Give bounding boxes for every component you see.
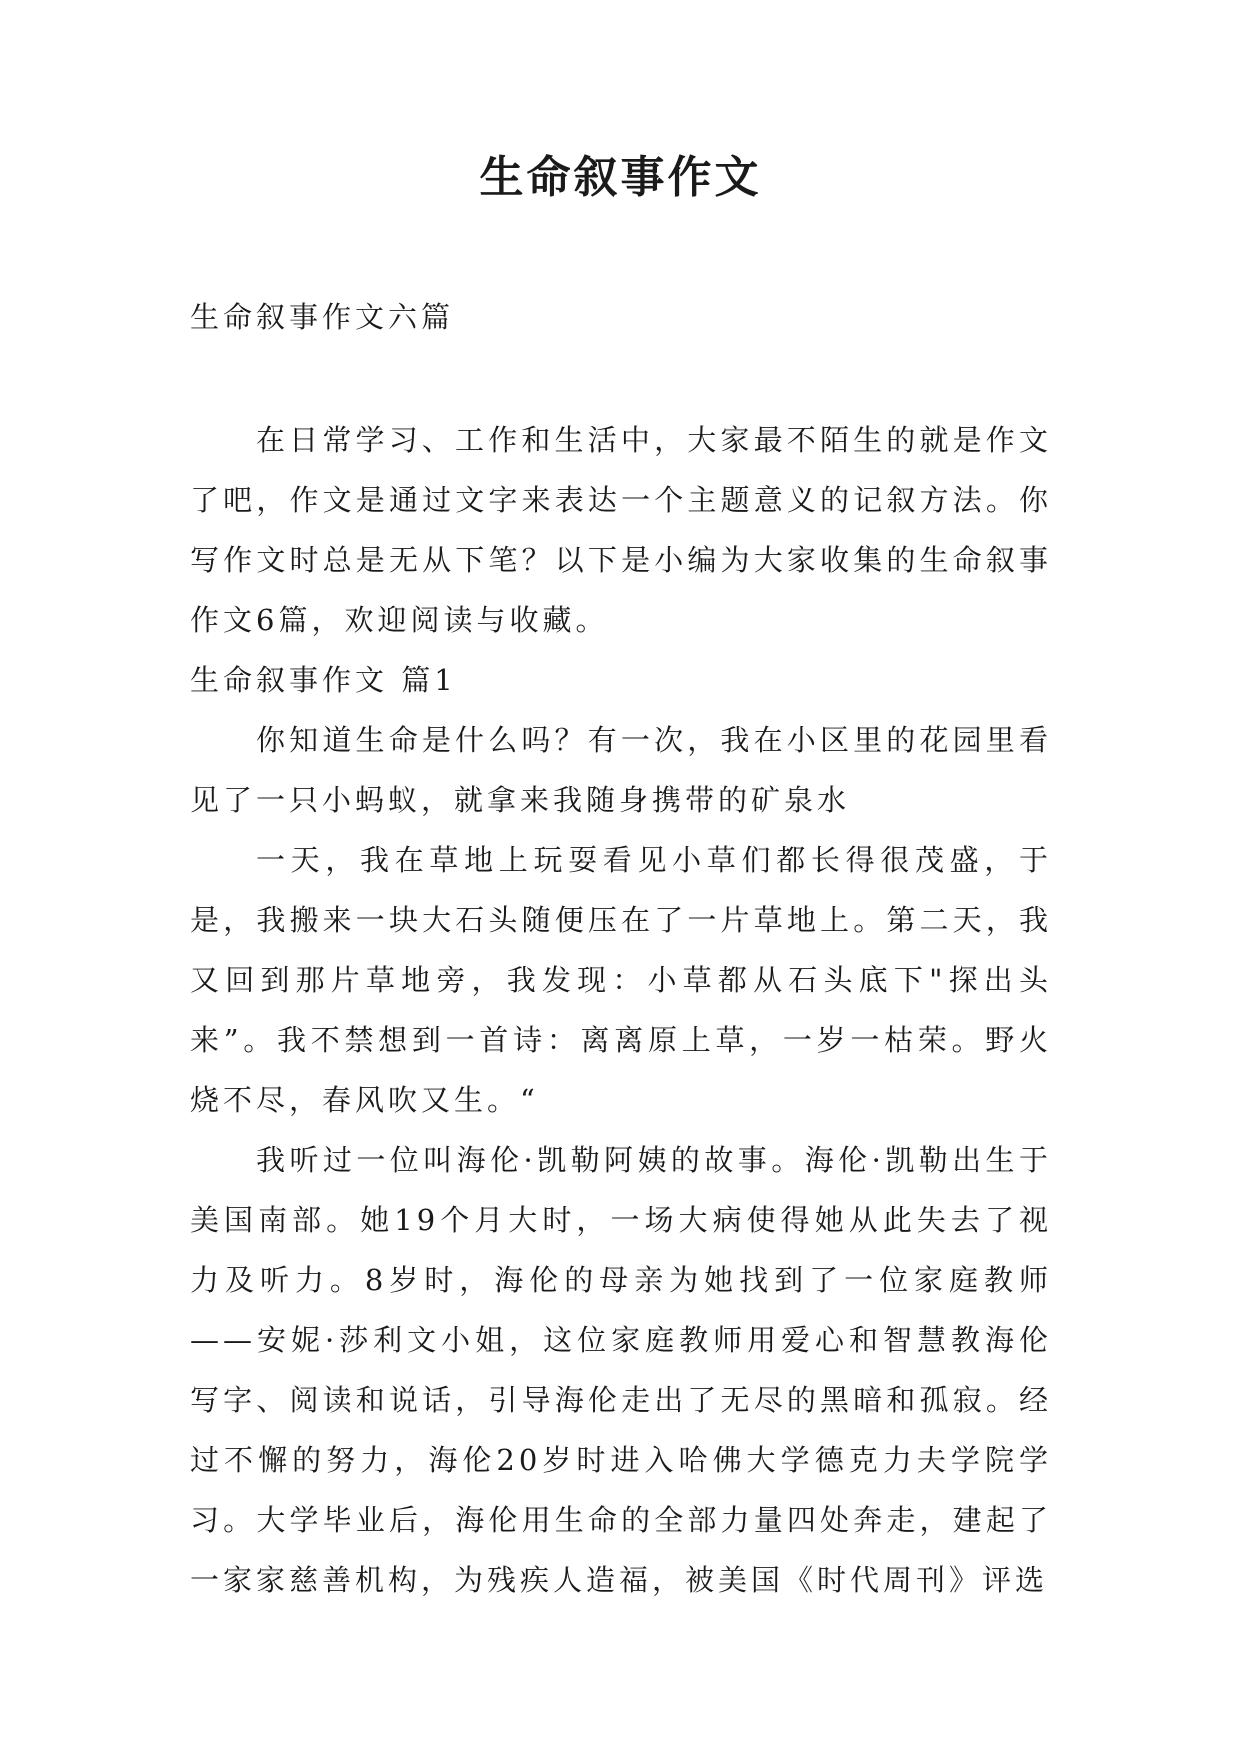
body-paragraph: 你知道生命是什么吗？有一次，我在小区里的花园里看见了一只小蚂蚁，就拿来我随身携带的矿泉水 [190,723,1052,817]
body-paragraph: 我听过一位叫海伦·凯勒阿姨的故事。海伦·凯勒出生于美国南部。她19个月大时，一场大病使得她从此失去了视力及听力。8岁时，海伦的母亲为她找到了一位家庭教师——安妮·莎利文小姐，这位家庭教师用爱心和智慧教海伦写字、阅读和说话，引导海伦走出了无尽的黑暗和孤寂。经过不懈的努力，海伦20岁时进入哈佛大学德克力夫学院学习。大学毕业后，海伦用生命的全部力量四处奔走，建起了一家家慈善机构，为残疾人造福，被美国《时代周刊》评选 [190,1143,1052,1597]
document-title: 生命叙事作文 [479,152,762,203]
section-heading: 生命叙事作文 篇1 [190,663,457,697]
document-subtitle: 生命叙事作文六篇 [190,300,455,334]
intro-paragraph: 在日常学习、工作和生活中，大家最不陌生的就是作文了吧，作文是通过文字来表达一个主题意义的记叙方法。你写作文时总是无从下笔？以下是小编为大家收集的生命叙事作文6篇，欢迎阅读与收藏。 [190,423,1052,637]
document-body [190,288,1052,1610]
body-paragraph: 一天，我在草地上玩耍看见小草们都长得很茂盛，于是，我搬来一块大石头随便压在了一片草地上。第二天，我又回到那片草地旁，我发现：小草都从石头底下"探出头来”。我不禁想到一首诗：离离原上草，一岁一枯荣。野火烧不尽，春风吹又生。“ [190,843,1052,1117]
